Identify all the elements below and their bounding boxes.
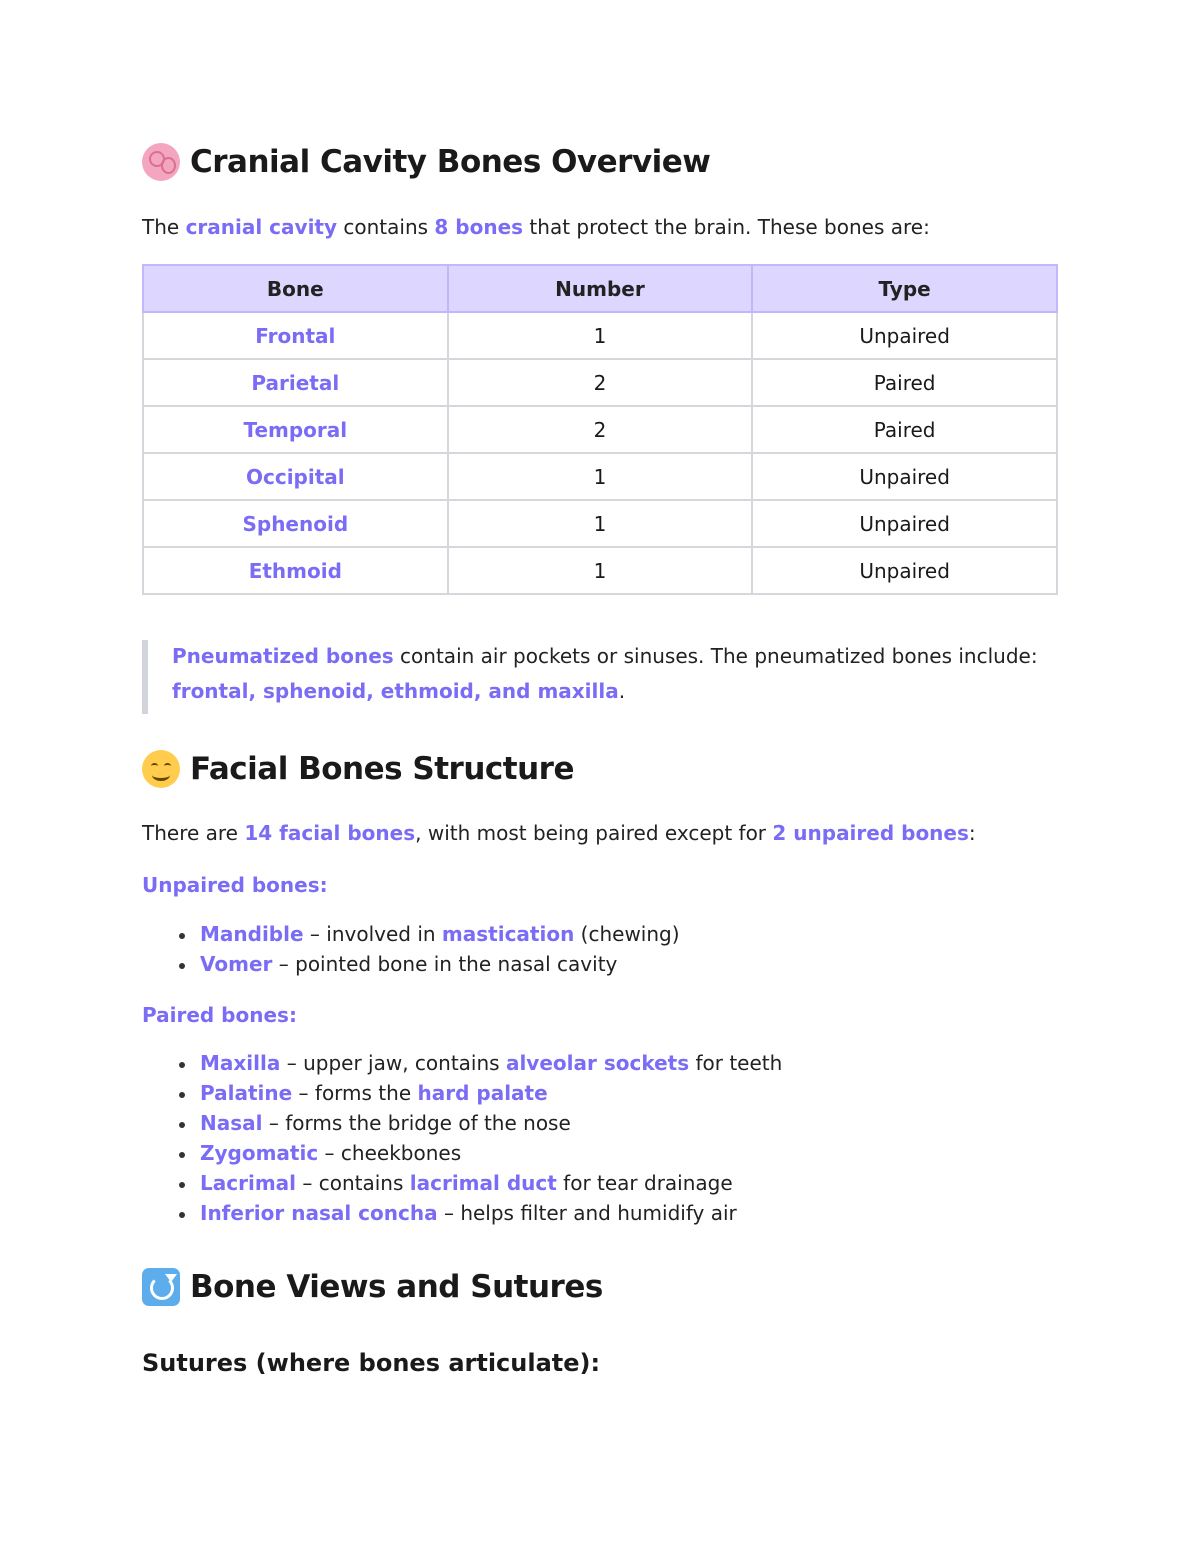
facial-intro [142, 821, 976, 845]
term-2-unpaired-bones: 2 unpaired bones [772, 821, 969, 845]
facial-title: Facial Bones Structure [190, 751, 574, 787]
intro-text: that protect the brain. These bones are: [523, 215, 930, 239]
table-row [143, 453, 1057, 500]
bone-cell: Ethmoid [143, 547, 448, 594]
term-pneumatized-list: frontal, sphenoid, ethmoid, and maxilla [172, 679, 619, 703]
cranial-title: Cranial Cavity Bones Overview [190, 144, 711, 180]
bone-name: Nasal [200, 1111, 263, 1135]
callout-text: . [618, 679, 626, 703]
cycle-arrows-icon [142, 1268, 180, 1306]
views-title: Bone Views and Sutures [190, 1269, 603, 1305]
number-cell: 1 [448, 453, 753, 500]
column-header-type: Type [752, 265, 1057, 312]
table-header-row [143, 265, 1057, 312]
bone-description: for teeth [689, 1051, 783, 1075]
bone-name: Inferior nasal concha [200, 1201, 438, 1225]
bone-description: – upper jaw, contains [280, 1051, 506, 1075]
term-14-facial-bones: 14 facial bones [244, 821, 416, 845]
bone-name: Zygomatic [200, 1141, 319, 1165]
table-row [143, 500, 1057, 547]
bone-description: – forms the [292, 1081, 418, 1105]
number-cell: 1 [448, 312, 753, 359]
list-item [142, 1141, 782, 1171]
number-cell: 2 [448, 359, 753, 406]
cranial-bones-table [142, 264, 1058, 595]
intro-text: , with most being paired except for [415, 821, 773, 845]
number-cell: 2 [448, 406, 753, 453]
brain-icon [142, 143, 180, 181]
type-cell: Unpaired [752, 500, 1057, 547]
list-item [142, 1111, 782, 1141]
cranial-intro [142, 215, 930, 239]
bone-description: – forms the bridge of the nose [262, 1111, 571, 1135]
list-item [142, 922, 680, 952]
bone-description: – contains [296, 1171, 410, 1195]
table-row [143, 359, 1057, 406]
paired-list [142, 1051, 782, 1231]
pneumatized-callout [142, 640, 1058, 714]
number-cell: 1 [448, 500, 753, 547]
bone-cell: Occipital [143, 453, 448, 500]
list-item [142, 1081, 782, 1111]
term-pneumatized-bones: Pneumatized bones [172, 644, 394, 668]
unpaired-list [142, 922, 680, 982]
bone-cell: Frontal [143, 312, 448, 359]
list-item [142, 1171, 782, 1201]
bone-description: – involved in [303, 922, 442, 946]
cranial-heading [142, 143, 710, 181]
number-cell: 1 [448, 547, 753, 594]
bone-term: mastication [441, 922, 575, 946]
table-row [143, 547, 1057, 594]
intro-text: There are [142, 821, 245, 845]
unpaired-label: Unpaired bones: [142, 873, 328, 897]
column-header-bone: Bone [143, 265, 448, 312]
bone-description: for tear drainage [556, 1171, 733, 1195]
list-item [142, 952, 680, 982]
bone-name: Palatine [200, 1081, 293, 1105]
paired-label: Paired bones: [142, 1003, 297, 1027]
smiling-face-icon [142, 750, 180, 788]
bone-name: Mandible [200, 922, 304, 946]
facial-heading [142, 750, 574, 788]
type-cell: Unpaired [752, 453, 1057, 500]
bone-cell: Parietal [143, 359, 448, 406]
bone-description: – pointed bone in the nasal cavity [272, 952, 618, 976]
bone-name: Lacrimal [200, 1171, 297, 1195]
bone-cell: Temporal [143, 406, 448, 453]
list-item [142, 1051, 782, 1081]
bone-description: (chewing) [574, 922, 680, 946]
sutures-subheading: Sutures (where bones articulate): [142, 1349, 601, 1377]
bone-name: Vomer [200, 952, 273, 976]
bone-description: – helps filter and humidify air [437, 1201, 737, 1225]
term-cranial-cavity: cranial cavity [185, 215, 338, 239]
intro-text: The [142, 215, 186, 239]
type-cell: Unpaired [752, 312, 1057, 359]
intro-text: contains [337, 215, 435, 239]
callout-line [172, 679, 625, 703]
list-item [142, 1201, 782, 1231]
views-heading [142, 1268, 603, 1306]
bone-cell: Sphenoid [143, 500, 448, 547]
bone-term: hard palate [417, 1081, 548, 1105]
type-cell: Unpaired [752, 547, 1057, 594]
type-cell: Paired [752, 406, 1057, 453]
callout-line [172, 644, 1038, 668]
callout-text: contain air pockets or sinuses. The pneumatized bones include: [393, 644, 1038, 668]
intro-text: : [968, 821, 976, 845]
bone-term: alveolar sockets [505, 1051, 690, 1075]
table-row [143, 312, 1057, 359]
term-8-bones: 8 bones [434, 215, 524, 239]
column-header-number: Number [448, 265, 753, 312]
table-row [143, 406, 1057, 453]
bone-description: – cheekbones [318, 1141, 462, 1165]
bone-term: lacrimal duct [409, 1171, 557, 1195]
type-cell: Paired [752, 359, 1057, 406]
bone-name: Maxilla [200, 1051, 281, 1075]
